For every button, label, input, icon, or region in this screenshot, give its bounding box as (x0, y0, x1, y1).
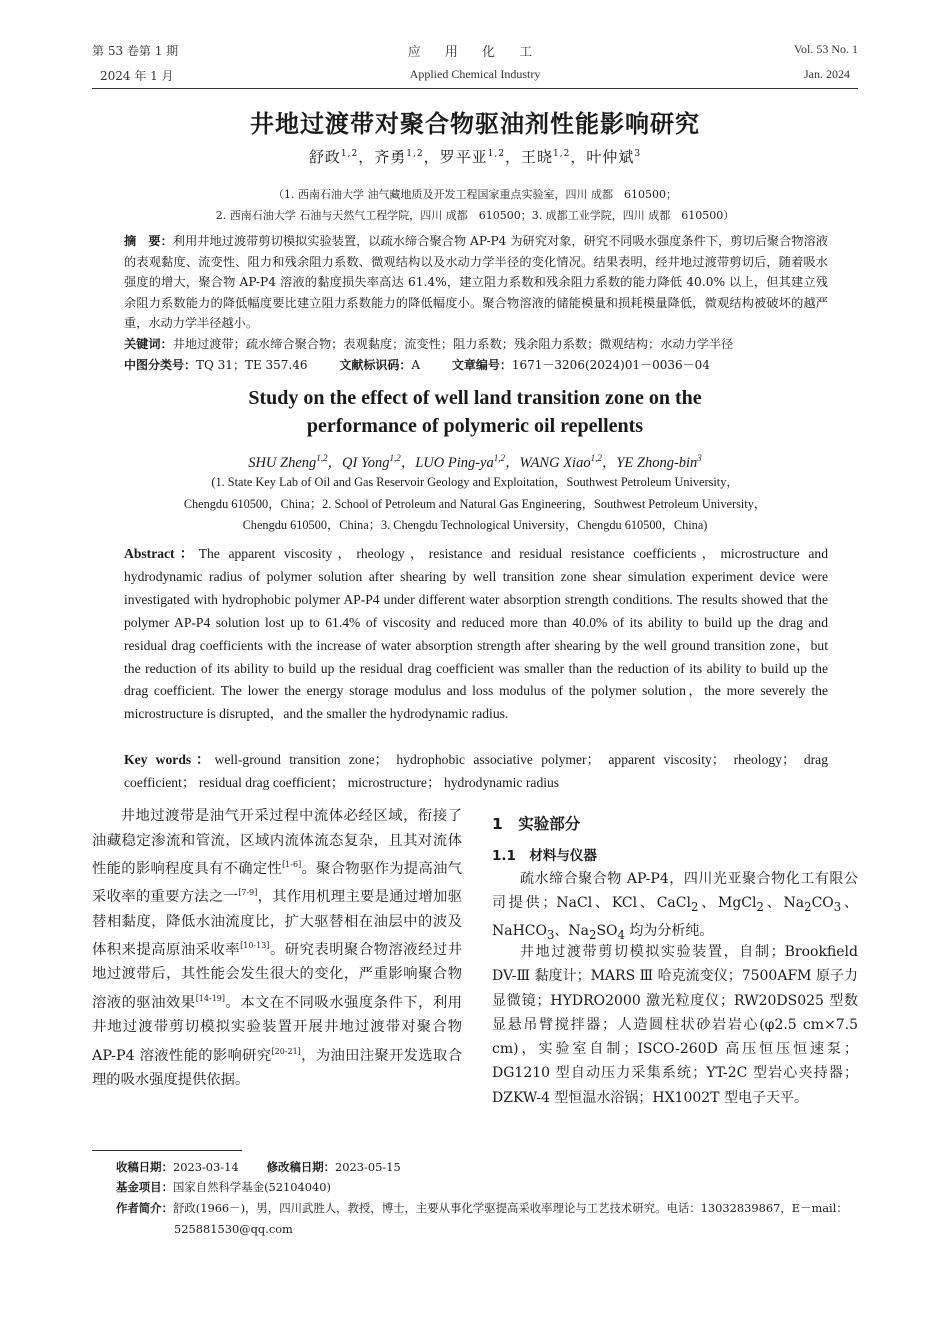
journal-name-en: Applied Chemical Industry (409, 67, 541, 81)
footnote-author-bio: 作者简介：舒政(1966－)，男，四川武胜人，教授，博士，主要从事化学驱提高采收率理论与工艺技术研究。电话：13032839867，E－mail： 525881530@qq.com (116, 1198, 866, 1239)
instruments-paragraph: 井地过渡带剪切模拟实验装置，自制；Brookfield DV-Ⅲ 黏度计；MARS Ⅲ 哈克流变仪；7500AFM 原子力显微镜；HYDRO2000 激光粒度仪；RW20DS025 型数显悬吊臂搅拌器；人造圆柱状砂岩岩心(φ2.5 cm×7.5 cm)，实验室自制；ISCO-260D 高压恒压恒速泵；DG1210 型自动压力采集系统；YT-2C 型岩心夹持器；DZKW-4 型恒温水浴锅；HX1002T 型电子天平。 (492, 944, 858, 1106)
keywords-en (124, 749, 828, 795)
title-en-line1: Study on the effect of well land transition zone on the (248, 387, 702, 409)
keywords-text-cn: 井地过渡带；疏水缔合聚合物；表观黏度；流变性；阻力系数；残余阻力系数；微观结构；水动力学半径 (172, 337, 734, 351)
author-name: YE Zhong-bin (616, 455, 698, 471)
citation: [10-13] (240, 941, 270, 951)
author-affiliation-mark: 1,2 (406, 149, 424, 159)
affiliation-cn-line1: （1. 西南石油大学 油气藏地质及开发工程国家重点实验室，四川 成都 610500； (273, 188, 677, 201)
classification-info (124, 355, 828, 376)
author-list-cn: 舒政$^{1,2}$，齐勇$^{1,2}$，罗平亚$^{1,2}$，王晓$^{1,2}$，叶仲斌$^3$ (308, 148, 642, 166)
section-heading: 1 实验部分 (492, 815, 581, 833)
author-affiliation-mark: 3 (697, 453, 702, 464)
affiliation-cn-line2: 2. 西南石油大学 石油与天然气工程学院，四川 成都 610500；3. 成都工业学院，四川 成都 610500） (215, 209, 735, 222)
author-name: QI Yong (342, 455, 390, 471)
footnote-funding: 基金项目：国家自然科学基金(52104040) (116, 1180, 331, 1194)
document-code: 文献标识码：A (339, 358, 421, 372)
author-name: 舒政 (308, 148, 341, 166)
keywords-text-en: well-ground transition zone； hydrophobic associative polymer； apparent viscosity； rheology； drag coefficient； residual drag coefficient； microstructure； hydrodynamic radius (124, 752, 828, 790)
affiliation-en-line2: Chengdu 610500，China；2. School of Petroleum and Natural Gas Engineering，Southwest Petroleum University， (183, 496, 767, 511)
issue-volume-en: Vol. 53 No. 1 (793, 42, 858, 56)
author-affiliation-mark: 1,2 (493, 453, 505, 464)
author-name: WANG Xiao (519, 455, 591, 471)
clc-number: 中图分类号：TQ 31；TE 357.46 (124, 358, 308, 372)
abstract-label-cn: 摘 要： (124, 234, 173, 248)
affiliation-en-line3: Chengdu 610500，China；3. Chengdu Technological University，Chengdu 610500，China) (242, 518, 708, 532)
citation: [20-21] (271, 1046, 301, 1056)
author-email[interactable]: 525881530@qq.com (174, 1221, 293, 1236)
author-name: 罗平亚 (439, 148, 488, 166)
author-affiliation-mark: 1,2 (487, 149, 505, 159)
author-affiliation-mark: 1,2 (553, 149, 571, 159)
citation: [7-9] (238, 888, 258, 898)
author-list-en: SHU Zheng$^{1,2}$，QI Yong$^{1,2}$，LUO Ping-ya$^{1,2}$，WANG Xiao$^{1,2}$，YE Zhong-bin$^3$ (248, 453, 702, 471)
keywords-cn (124, 334, 828, 355)
affiliation-en (140, 472, 810, 537)
issue-volume-cn: 第 53 卷第 1 期 (92, 44, 179, 58)
header-divider (92, 88, 858, 89)
abstract-text-en: The apparent viscosity，rheology，resistance and residual resistance coefficients，microstructure and hydrodynamic radius of polymer solution after shearing by well transition zone shear simulation experiment device were investigated with hydrophobic polymer AP-P4 under different water absorption strength conditions. The results showed that the polymer AP-P4 solution lost up to 61.4% of viscosity and reduced more than 40.0% of its ability to build up the drag and residual drag coefficients with the increase of water absorption strength after shearing by the well ground transition zone，but the reduction of its ability to build up the residual drag coefficient was smaller than the reduction of its ability to build up the drag coefficient. The lower the energy storage modulus and loss modulus of the polymer solution，the more severely the microstructure is disrupted，and the smaller the hydrodynamic radius. (124, 546, 828, 722)
intro-text: ，其作用机理主要是通过增加驱替相黏度，降低水油流度比，扩大驱替相在油层中的波及体积来提高原油采收率 (92, 889, 463, 958)
paper-title-en (0, 384, 950, 440)
journal-name-cn: 应 用 化 工 (407, 45, 543, 60)
abstract-label-en: Abstract： (124, 546, 199, 561)
intro-text: ，为油田注聚开发选取合理的吸水强度提供依据。 (92, 1047, 462, 1088)
author-affiliation-mark: 1,2 (316, 453, 328, 464)
author-affiliation-mark: 1,2 (590, 453, 602, 464)
paper-title-cn: 井地过渡带对聚合物驱油剂性能影响研究 (250, 110, 700, 138)
author-name: 齐勇 (374, 148, 407, 166)
intro-text: 井地过渡带是油气开采过程中流体必经区域，衔接了油藏稳定渗流和管流，区域内流体流态复杂，且其对流体性能的影响程度具有不确定性 (92, 808, 462, 877)
author-name: SHU Zheng (248, 455, 317, 471)
author-name: 叶仲斌 (586, 148, 635, 166)
intro-text: 。本文在不同吸水强度条件下，利用井地过渡带剪切模拟实验装置开展井地过渡带对聚合物 AP-P4 溶液性能的影响研究 (92, 994, 462, 1064)
article-number: 文章编号：1671－3206(2024)01－0036－04 (451, 358, 710, 372)
abstract-cn (124, 231, 828, 334)
citation: [14-19] (195, 993, 225, 1003)
issue-date-cn: 2024 年 1 月 (100, 69, 174, 83)
intro-text: 。聚合物驱作为提高油气采收率的重要方法之一 (92, 860, 463, 906)
abstract-en (124, 543, 828, 726)
keywords-label-en: Key words： (124, 752, 215, 767)
keywords-label-cn: 关键词： (124, 337, 173, 351)
intro-text: 。研究表明聚合物溶液经过井地过渡带后，其性能会发生很大的变化，严重影响聚合物溶液的驱油效果 (92, 941, 462, 1011)
title-en-line2: performance of polymeric oil repellents (306, 415, 644, 437)
issue-date-en: Jan. 2024 (804, 67, 850, 81)
subsection-heading: 1.1 材料与仪器 (492, 848, 597, 864)
footnote-divider (92, 1150, 242, 1151)
author-name: LUO Ping-ya (415, 455, 494, 471)
footnote-dates: 收稿日期：2023-03-14 修改稿日期：2023-05-15 (116, 1160, 401, 1174)
author-name: 王晓 (520, 148, 553, 166)
materials-paragraph: 疏水缔合聚合物 AP-P4，四川光亚聚合物化工有限公司提供；NaCl、KCl、CaCl$_2$、MgCl$_2$、$Na_2CO_3$、NaHCO$_3$、$Na_2SO_4$ 均为分析纯。 (492, 871, 858, 943)
affiliation-en-line1: (1. State Key Lab of Oil and Gas Reservoir Geology and Exploitation，Southwest Petroleum University， (211, 475, 739, 489)
introduction-paragraph (92, 804, 462, 1092)
citation: [1-6] (282, 860, 302, 869)
author-affiliation-mark: 1,2 (389, 453, 401, 464)
author-affiliation-mark: 1,2 (340, 149, 359, 159)
author-affiliation-mark: 3 (634, 149, 642, 159)
abstract-text-cn: 利用井地过渡带剪切模拟实验装置，以疏水缔合聚合物 AP-P4 为研究对象，研究不同吸水强度条件下，剪切后聚合物溶液的表观黏度、流变性、阻力和残余阻力系数、微观结构以及水动力学半径的变化情况。结果表明，经井地过渡带剪切后，随着吸水强度的增大，聚合物 AP-P4 溶液的黏度损失率高达 61.4%，建立阻力系数和残余阻力系数的能力降低 40.0% 以上，但其建立残余阻力系数能力的降低幅度要比建立阻力系数能力的降低幅度小。聚合物溶液的储能模量和损耗模量降低，微观结构被破坏的越严重，水动力学半径越小。 (124, 234, 828, 331)
